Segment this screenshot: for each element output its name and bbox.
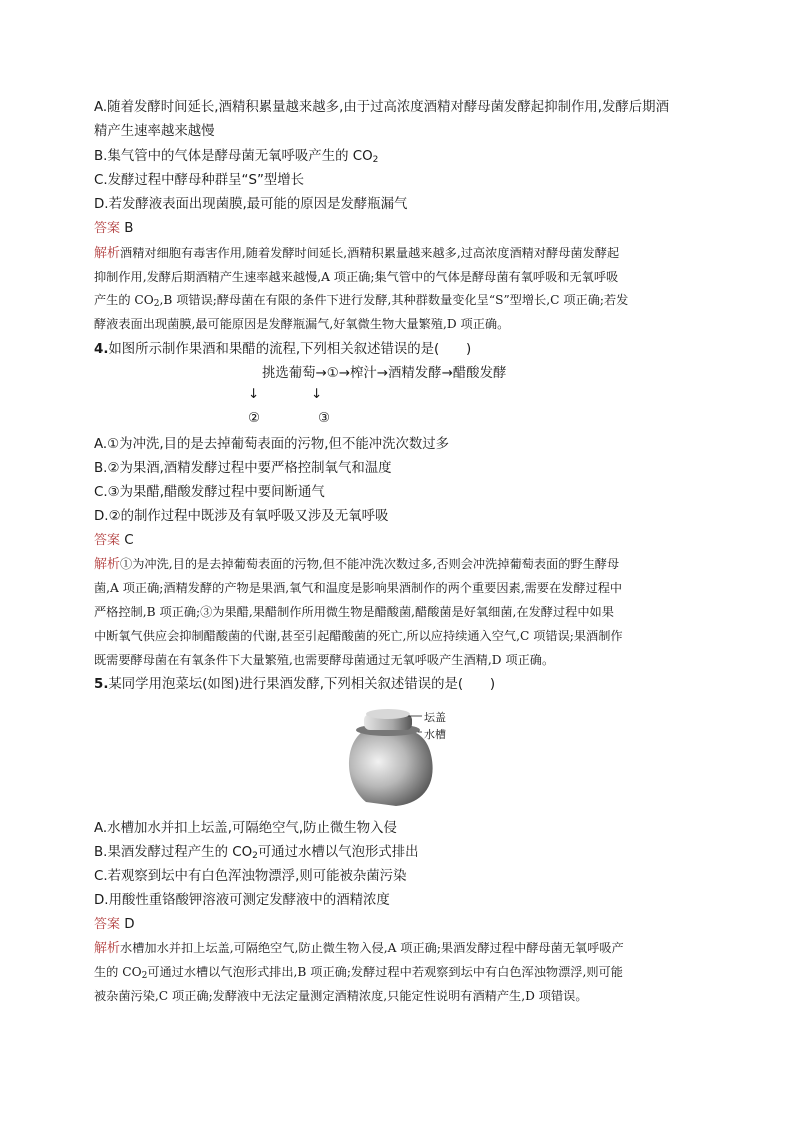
flow-branch-2: ② (248, 411, 261, 426)
flow-main: 挑选葡萄→①→榨汁→酒精发酵→醋酸发酵 (262, 366, 507, 381)
q4-option-a: A.①为冲洗,目的是去掉葡萄表面的污物,但不能冲洗次数过多 (94, 437, 450, 452)
analysis-label: 解析 (94, 941, 121, 956)
q3-option-b-text: B.集气管中的气体是酵母菌无氧呼吸产生的 CO (94, 149, 373, 164)
q3-option-d: D.若发酵液表面出现菌膜,最可能的原因是发酵瓶漏气 (94, 197, 408, 212)
label-lid: 坛盖 (424, 711, 446, 724)
q4-option-c: C.③为果醋,醋酸发酵过程中要间断通气 (94, 485, 325, 500)
q4-option-d: D.②的制作过程中既涉及有氧呼吸又涉及无氧呼吸 (94, 509, 389, 524)
q4-analysis-line-2: 菌,A 项正确;酒精发酵的产物是果酒,氧气和温度是影响果酒制作的两个重要因素,需要在发酵过程中 (94, 581, 623, 595)
analysis-text: 酒精对细胞有毒害作用,随着发酵时间延长,酒精积累量越来越多,过高浓度酒精对酵母菌发酵起 (120, 246, 620, 260)
q5-option-d: D.用酸性重铬酸钾溶液可测定发酵液中的酒精浓度 (94, 893, 390, 908)
label-groove: 水槽 (424, 728, 446, 741)
subscript: 2 (252, 851, 258, 861)
q4-answer (94, 529, 706, 553)
q5-option-a: A.水槽加水并扣上坛盖,可隔绝空气,防止微生物入侵 (94, 821, 397, 836)
question-number: 5. (94, 677, 109, 692)
subscript: 2 (372, 155, 379, 165)
analysis-label: 解析 (94, 246, 121, 261)
q3-analysis-line-1 (94, 242, 706, 266)
question-number: 4. (94, 342, 109, 357)
flow-arrow-down-icon: ↓ (311, 387, 323, 402)
flow-arrow-down-icon: ↓ (248, 387, 260, 402)
answer-value: B (124, 221, 134, 236)
analysis-text: ①为冲洗,目的是去掉葡萄表面的污物,但不能冲洗次数过多,否则会冲洗掉葡萄表面的野生酵母 (120, 557, 620, 571)
q5-option-b (94, 841, 706, 868)
q3-analysis-line-4: 酵液表面出现菌膜,最可能原因是发酵瓶漏气,好氧微生物大量繁殖,D 项正确。 (94, 317, 510, 331)
q3-option-a: A.随着发酵时间延长,酒精积累量越来越多,由于过高浓度酒精对酵母菌发酵起抑制作用,发酵后期酒 (94, 100, 669, 115)
answer-value: C (124, 533, 134, 548)
answer-label: 答案 (94, 221, 121, 236)
analysis-text: 水槽加水并扣上坛盖,可隔绝空气,防止微生物入侵,A 项正确;果酒发酵过程中酵母菌无氧呼吸产 (120, 941, 624, 955)
q3-option-a-cont: 精产生速率越来越慢 (94, 124, 215, 139)
subscript: 2 (141, 971, 148, 981)
jar-body (349, 732, 433, 806)
subscript: 2 (153, 299, 160, 309)
q4-analysis-line-1 (94, 553, 706, 577)
q3-option-b (94, 145, 706, 172)
answer-value: D (124, 917, 135, 932)
question-text: 如图所示制作果酒和果醋的流程,下列相关叙述错误的是( ) (108, 342, 472, 357)
analysis-text: ,B 项错误;酵母菌在有限的条件下进行发酵,其种群数量变化呈“S”型增长,C 项正确;若发 (159, 293, 629, 307)
q4-analysis-line-3: 严格控制,B 项正确;③为果醋,果醋制作所用微生物是醋酸菌,醋酸菌是好氧细菌,在发酵过程中如果 (94, 605, 614, 619)
q4-analysis-line-5: 既需要酵母菌在有氧条件下大量繁殖,也需要酵母菌通过无氧呼吸产生酒精,D 项正确。 (94, 653, 555, 667)
question-text: 某同学用泡菜坛(如图)进行果酒发酵,下列相关叙述错误的是( ) (108, 677, 496, 692)
q5-analysis-line-3: 被杂菌污染,C 项正确;发酵液中无法定量测定酒精浓度,只能定性说明有酒精产生,D 项错误。 (94, 989, 588, 1003)
analysis-label: 解析 (94, 557, 121, 572)
q4-stem (94, 338, 706, 362)
answer-label: 答案 (94, 917, 121, 932)
q3-option-c: C.发酵过程中酵母种群呈“S”型增长 (94, 173, 305, 188)
flow-branch-3: ③ (318, 411, 331, 426)
option-text: B.果酒发酵过程产生的 CO (94, 845, 253, 860)
analysis-text: 生的 CO (94, 965, 142, 979)
q3-answer (94, 217, 706, 241)
analysis-text: 可通过水槽以气泡形式排出,B 项正确;发酵过程中若观察到坛中有白色浑浊物漂浮,则可能 (147, 965, 623, 979)
analysis-text: 产生的 CO (94, 293, 154, 307)
answer-label: 答案 (94, 533, 121, 548)
q5-option-c: C.若观察到坛中有白色浑浊物漂浮,则可能被杂菌污染 (94, 869, 407, 884)
option-text: 可通过水槽以气泡形式排出 (257, 845, 419, 860)
q3-analysis-line-2: 抑制作用,发酵后期酒精产生速率越来越慢,A 项正确;集气管中的气体是酵母菌有氧呼吸和无氧呼吸 (94, 270, 619, 284)
jar-lid (366, 709, 410, 719)
q5-analysis-line-1 (94, 937, 706, 961)
q5-answer (94, 913, 706, 937)
q4-option-b: B.②为果酒,酒精发酵过程中要严格控制氧气和温度 (94, 461, 392, 476)
q5-stem (94, 673, 706, 697)
q4-analysis-line-4: 中断氧气供应会抑制醋酸菌的代谢,甚至引起醋酸菌的死亡,所以应持续通入空气,C 项错误;果酒制作 (94, 629, 623, 643)
